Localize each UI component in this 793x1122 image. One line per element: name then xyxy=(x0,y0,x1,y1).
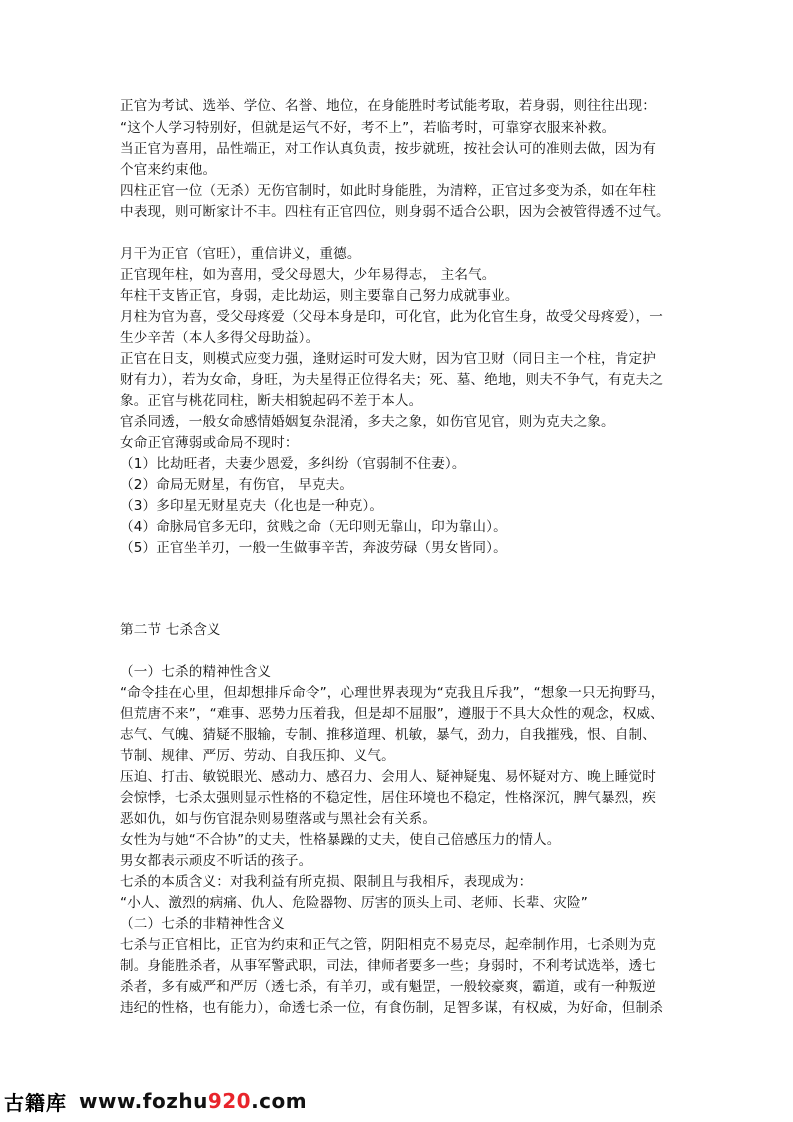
text-line: “命令挂在心里，但却想排斥命令”，心理世界表现为“克我且斥我”，“想象一只无拘野马， xyxy=(120,685,665,701)
list-item: （2）命局无财星，有伤官， 早克夫。 xyxy=(120,477,354,493)
text-line: 节制、规律、严厉、劳动、自我压抑、义气。 xyxy=(120,748,395,764)
text-line: 杀者，多有威严和严厉（透七杀，有羊刃，或有魁罡，一般较豪爽，霸道，或有一种叛逆 xyxy=(120,979,657,995)
text-line: 女性为与她“不合协”的丈夫，性格暴躁的丈夫，使自己倍感压力的情人。 xyxy=(120,832,561,848)
text-line: 违纪的性格，也有能力），命透七杀一位，有食伤制，足智多谋，有权威，为好命，但制杀 xyxy=(120,1000,663,1016)
text-line: 当正官为喜用，品性端正，对工作认真负责，按步就班，按社会认可的准则去做，因为有 xyxy=(120,141,657,157)
site-name: 古籍库 xyxy=(4,1090,67,1115)
text-line: 志气、气魄、猜疑不服输，专制、推移道理、机敏，暴气，劲力，自我摧残，恨、自制、 xyxy=(120,727,657,743)
text-line: 七杀与正官相比，正官为约束和正气之管，阴阳相克不易克尽，起牵制作用，七杀则为克 xyxy=(120,937,657,953)
url-prefix: www.fozhu xyxy=(79,1089,208,1113)
text-line: 象。正官与桃花同柱，断夫相貌起码不差于本人。 xyxy=(120,393,423,409)
text-line: 中表现，则可断家计不丰。四柱有正官四位，则身弱不适合公职，因为会被管得透不过气。 xyxy=(120,204,670,220)
text-line: 但荒唐不来”，“难事、恶势力压着我，但是却不屈服”，遵服于不具大众性的观念，权威、 xyxy=(120,706,664,722)
text-line: 正官现年柱，如为喜用，受父母恩大，少年易得志， 主名气。 xyxy=(120,267,496,283)
text-line: 官杀同透，一般女命感情婚姻复杂混淆，多夫之象，如伤官见官，则为克夫之象。 xyxy=(120,414,615,430)
section-heading: 第二节 七杀含义 xyxy=(120,622,221,638)
subsection-heading: （一）七杀的精神性含义 xyxy=(120,664,272,680)
subsection-heading: （二）七杀的非精神性含义 xyxy=(120,916,285,932)
site-url[interactable] xyxy=(79,1089,307,1113)
text-line: 月干为正官（官旺），重信讲义，重德。 xyxy=(120,246,361,262)
text-line: 正官在日支，则模式应变力强，逢财运时可发大财，因为官卫财（同日主一个柱，肯定护 xyxy=(120,351,657,367)
text-line: 年柱干支皆正官，身弱，走比劫运，则主要靠自己努力成就事业。 xyxy=(120,288,519,304)
text-line: 个官来约束他。 xyxy=(120,162,217,178)
text-line: 月柱为官为喜，受父母疼爱（父母本身是印，可化官，此为化官生身，故受父母疼爱），一 xyxy=(120,309,663,325)
text-line: 压迫、打击、敏锐眼光、感动力、感召力、会用人、疑神疑鬼、易怀疑对方、晚上睡觉时 xyxy=(120,769,657,785)
text-line: “这个人学习特别好，但就是运气不好，考不上”，若临考时，可靠穿衣服来补救。 xyxy=(120,120,616,136)
url-accent: 920 xyxy=(207,1089,252,1113)
text-line: 女命正官薄弱或命局不现时： xyxy=(120,435,299,451)
text-line: 正官为考试、选举、学位、名誉、地位，在身能胜时考试能考取，若身弱，则往往出现： xyxy=(120,98,657,114)
text-line: 四柱正官一位（无杀）无伤官制时，如此时身能胜，为清粹，正官过多变为杀，如在年柱 xyxy=(120,183,657,199)
list-item: （3）多印星无财星克夫（化也是一种克）。 xyxy=(120,498,384,514)
footer-watermark xyxy=(0,1084,307,1118)
text-line: 生少辛苦（本人多得父母助益）。 xyxy=(120,330,320,346)
text-line: 男女都表示顽皮不听话的孩子。 xyxy=(120,853,313,869)
text-line: 制。身能胜杀者，从事军警武职，司法，律师者要多一些；身弱时，不利考试选举，透七 xyxy=(120,958,657,974)
url-suffix: .com xyxy=(251,1089,308,1113)
text-line: 财有力），若为女命，身旺，为夫星得正位得名夫；死、墓、绝地，则夫不争气，有克夫之 xyxy=(120,372,663,388)
list-item: （4）命脉局官多无印，贫贱之命（无印则无靠山，印为靠山）。 xyxy=(120,519,507,535)
list-item: （1）比劫旺者，夫妻少恩爱，多纠纷（官弱制不住妻）。 xyxy=(120,456,466,472)
text-line: 恶如仇，如与伤官混杂则易堕落或与黑社会有关系。 xyxy=(120,811,437,827)
text-line: 七杀的本质含义：对我利益有所克损、限制且与我相斥，表现成为： xyxy=(120,874,533,890)
text-line: 会惊悸，七杀太强则显示性格的不稳定性，居住环境也不稳定，性格深沉，脾气暴烈，疾 xyxy=(120,790,657,806)
list-item: （5）正官坐羊刃，一般一生做事辛苦，奔波劳碌（男女皆同）。 xyxy=(120,540,507,556)
text-line: “小人、激烈的病痛、仇人、危险器物、厉害的顶头上司、老师、长辈、灾险” xyxy=(120,895,588,911)
